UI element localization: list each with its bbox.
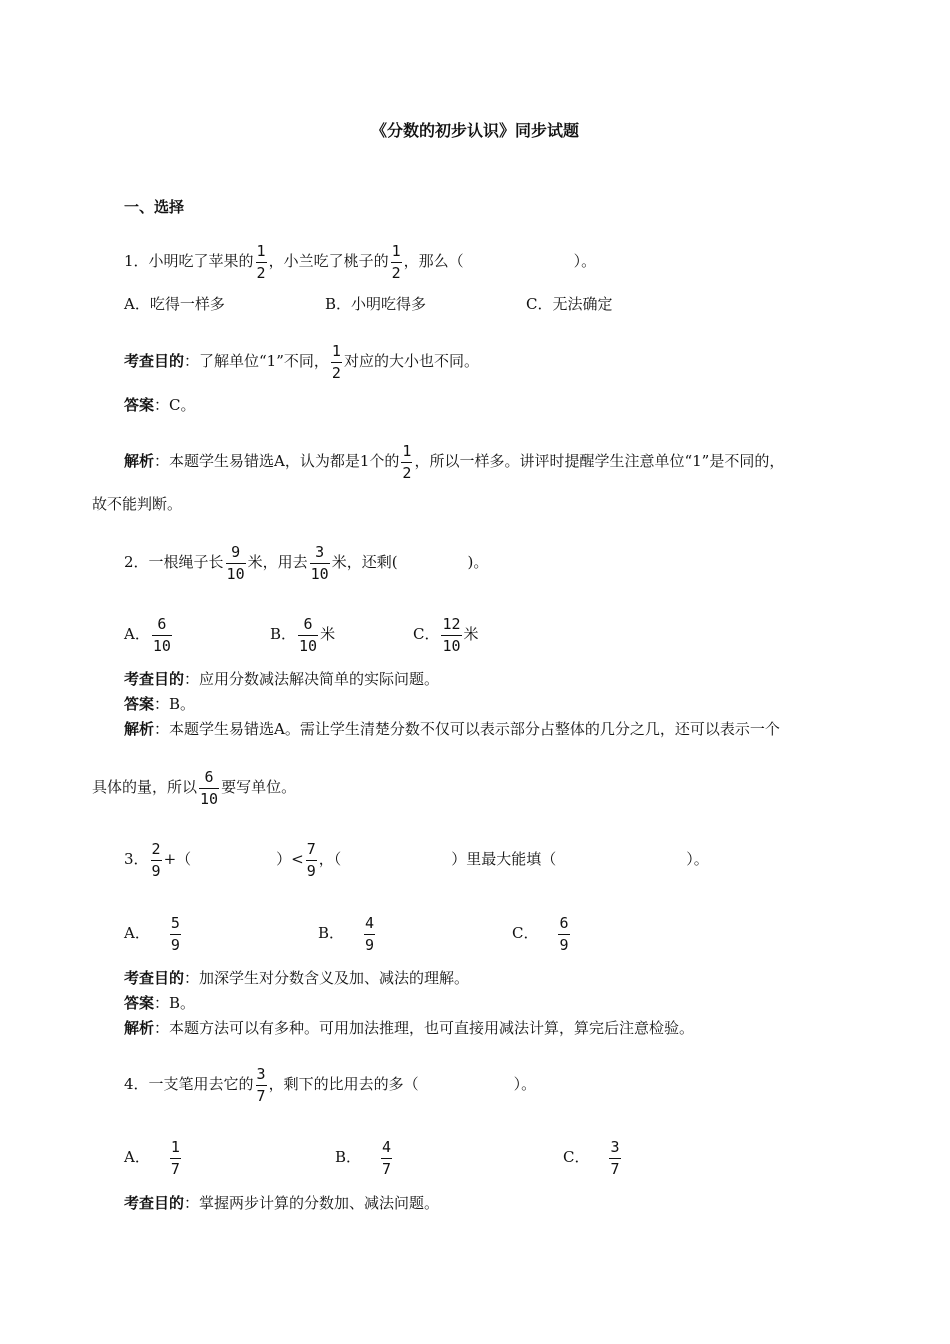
q1-option-c: C．无法确定 <box>526 295 613 313</box>
q4-option-b: B． $\frac{4}{7}$ <box>335 1138 392 1178</box>
q4-stem: 4．一支笔用去它的 $\frac{3}{7}$ ，剩下的比用去的多（ ）。 <box>124 1065 537 1105</box>
fraction: $\frac{4}{9}$ <box>365 914 375 954</box>
q3-purpose: 考查目的：加深学生对分数含义及加、减法的理解。 <box>124 969 470 987</box>
fraction: $\frac{2}{9}$ <box>151 840 161 880</box>
fraction: $\frac{7}{9}$ <box>306 840 316 880</box>
q3-option-a: A． $\frac{5}{9}$ <box>124 914 180 954</box>
q2-analysis-cont: 具体的量，所以 $\frac{6}{10}$ 要写单位。 <box>92 768 297 808</box>
q2-option-c: C． $\frac{12}{10}$ 米 <box>413 615 479 655</box>
fraction: $\frac{12}{10}$ <box>442 615 461 655</box>
q1-option-a: A．吃得一样多 <box>124 295 225 313</box>
fraction: $\frac{6}{10}$ <box>200 768 219 808</box>
q4-option-c: C． $\frac{3}{7}$ <box>563 1138 620 1178</box>
q1-purpose: 考查目的：了解单位“1”不同， $\frac{1}{2}$ 对应的大小也不同。 <box>124 342 479 382</box>
fraction: $\frac{4}{7}$ <box>382 1138 392 1178</box>
fraction: $\frac{3}{7}$ <box>256 1065 266 1105</box>
q2-analysis: 解析：本题学生易错选A。需让学生清楚分数不仅可以表示部分占整体的几分之几，还可以表示一个 <box>124 720 780 738</box>
q3-stem: 3． $\frac{2}{9}$ +（ ）< $\frac{7}{9}$ ，（ ）里最大能填（ ）。 <box>124 840 709 880</box>
fraction: $\frac{6}{10}$ <box>299 615 318 655</box>
q2-answer: 答案：B。 <box>124 695 196 713</box>
fraction: $\frac{1}{7}$ <box>170 1138 180 1178</box>
fraction: $\frac{5}{9}$ <box>170 914 180 954</box>
section-title: 一、选择 <box>124 198 185 216</box>
q3-analysis: 解析：本题方法可以有多种。可用加法推理，也可直接用减法计算，算完后注意检验。 <box>124 1019 695 1037</box>
q2-stem: 2．一根绳子长 $\frac{9}{10}$ 米，用去 $\frac{3}{10}$ 米，还剩( )。 <box>124 543 489 583</box>
q3-option-c: C． $\frac{6}{9}$ <box>512 914 569 954</box>
q4-purpose: 考查目的：掌握两步计算的分数加、减法问题。 <box>124 1194 440 1212</box>
document-title: 《分数的初步认识》同步试题 <box>370 121 579 140</box>
q2-purpose: 考查目的：应用分数减法解决简单的实际问题。 <box>124 670 440 688</box>
q2-option-a: A． $\frac{6}{10}$ <box>124 615 171 655</box>
fraction: $\frac{1}{2}$ <box>331 342 341 382</box>
fraction: $\frac{9}{10}$ <box>226 543 245 583</box>
fraction: $\frac{1}{2}$ <box>402 442 412 482</box>
q3-option-b: B． $\frac{4}{9}$ <box>318 914 375 954</box>
fraction: $\frac{6}{9}$ <box>559 914 569 954</box>
fraction: $\frac{3}{7}$ <box>610 1138 620 1178</box>
q2-option-b: B． $\frac{6}{10}$ 米 <box>270 615 336 655</box>
q1-analysis-cont: 故不能判断。 <box>92 495 183 513</box>
fraction: $\frac{6}{10}$ <box>152 615 171 655</box>
q1-answer: 答案：C。 <box>124 396 196 414</box>
fraction: $\frac{1}{2}$ <box>391 242 401 282</box>
q3-answer: 答案：B。 <box>124 994 196 1012</box>
q1-option-b: B．小明吃得多 <box>325 295 427 313</box>
q1-stem: 1．小明吃了苹果的 $\frac{1}{2}$ ，小兰吃了桃子的 $\frac{1}{2}$ ，那么（ ）。 <box>124 242 597 282</box>
fraction: $\frac{3}{10}$ <box>310 543 329 583</box>
q1-analysis: 解析：本题学生易错选A，认为都是1个的 $\frac{1}{2}$ ，所以一样多。讲评时提醒学生注意单位“1”是不同的， <box>124 442 785 482</box>
q4-option-a: A． $\frac{1}{7}$ <box>124 1138 180 1178</box>
fraction: $\frac{1}{2}$ <box>256 242 266 282</box>
